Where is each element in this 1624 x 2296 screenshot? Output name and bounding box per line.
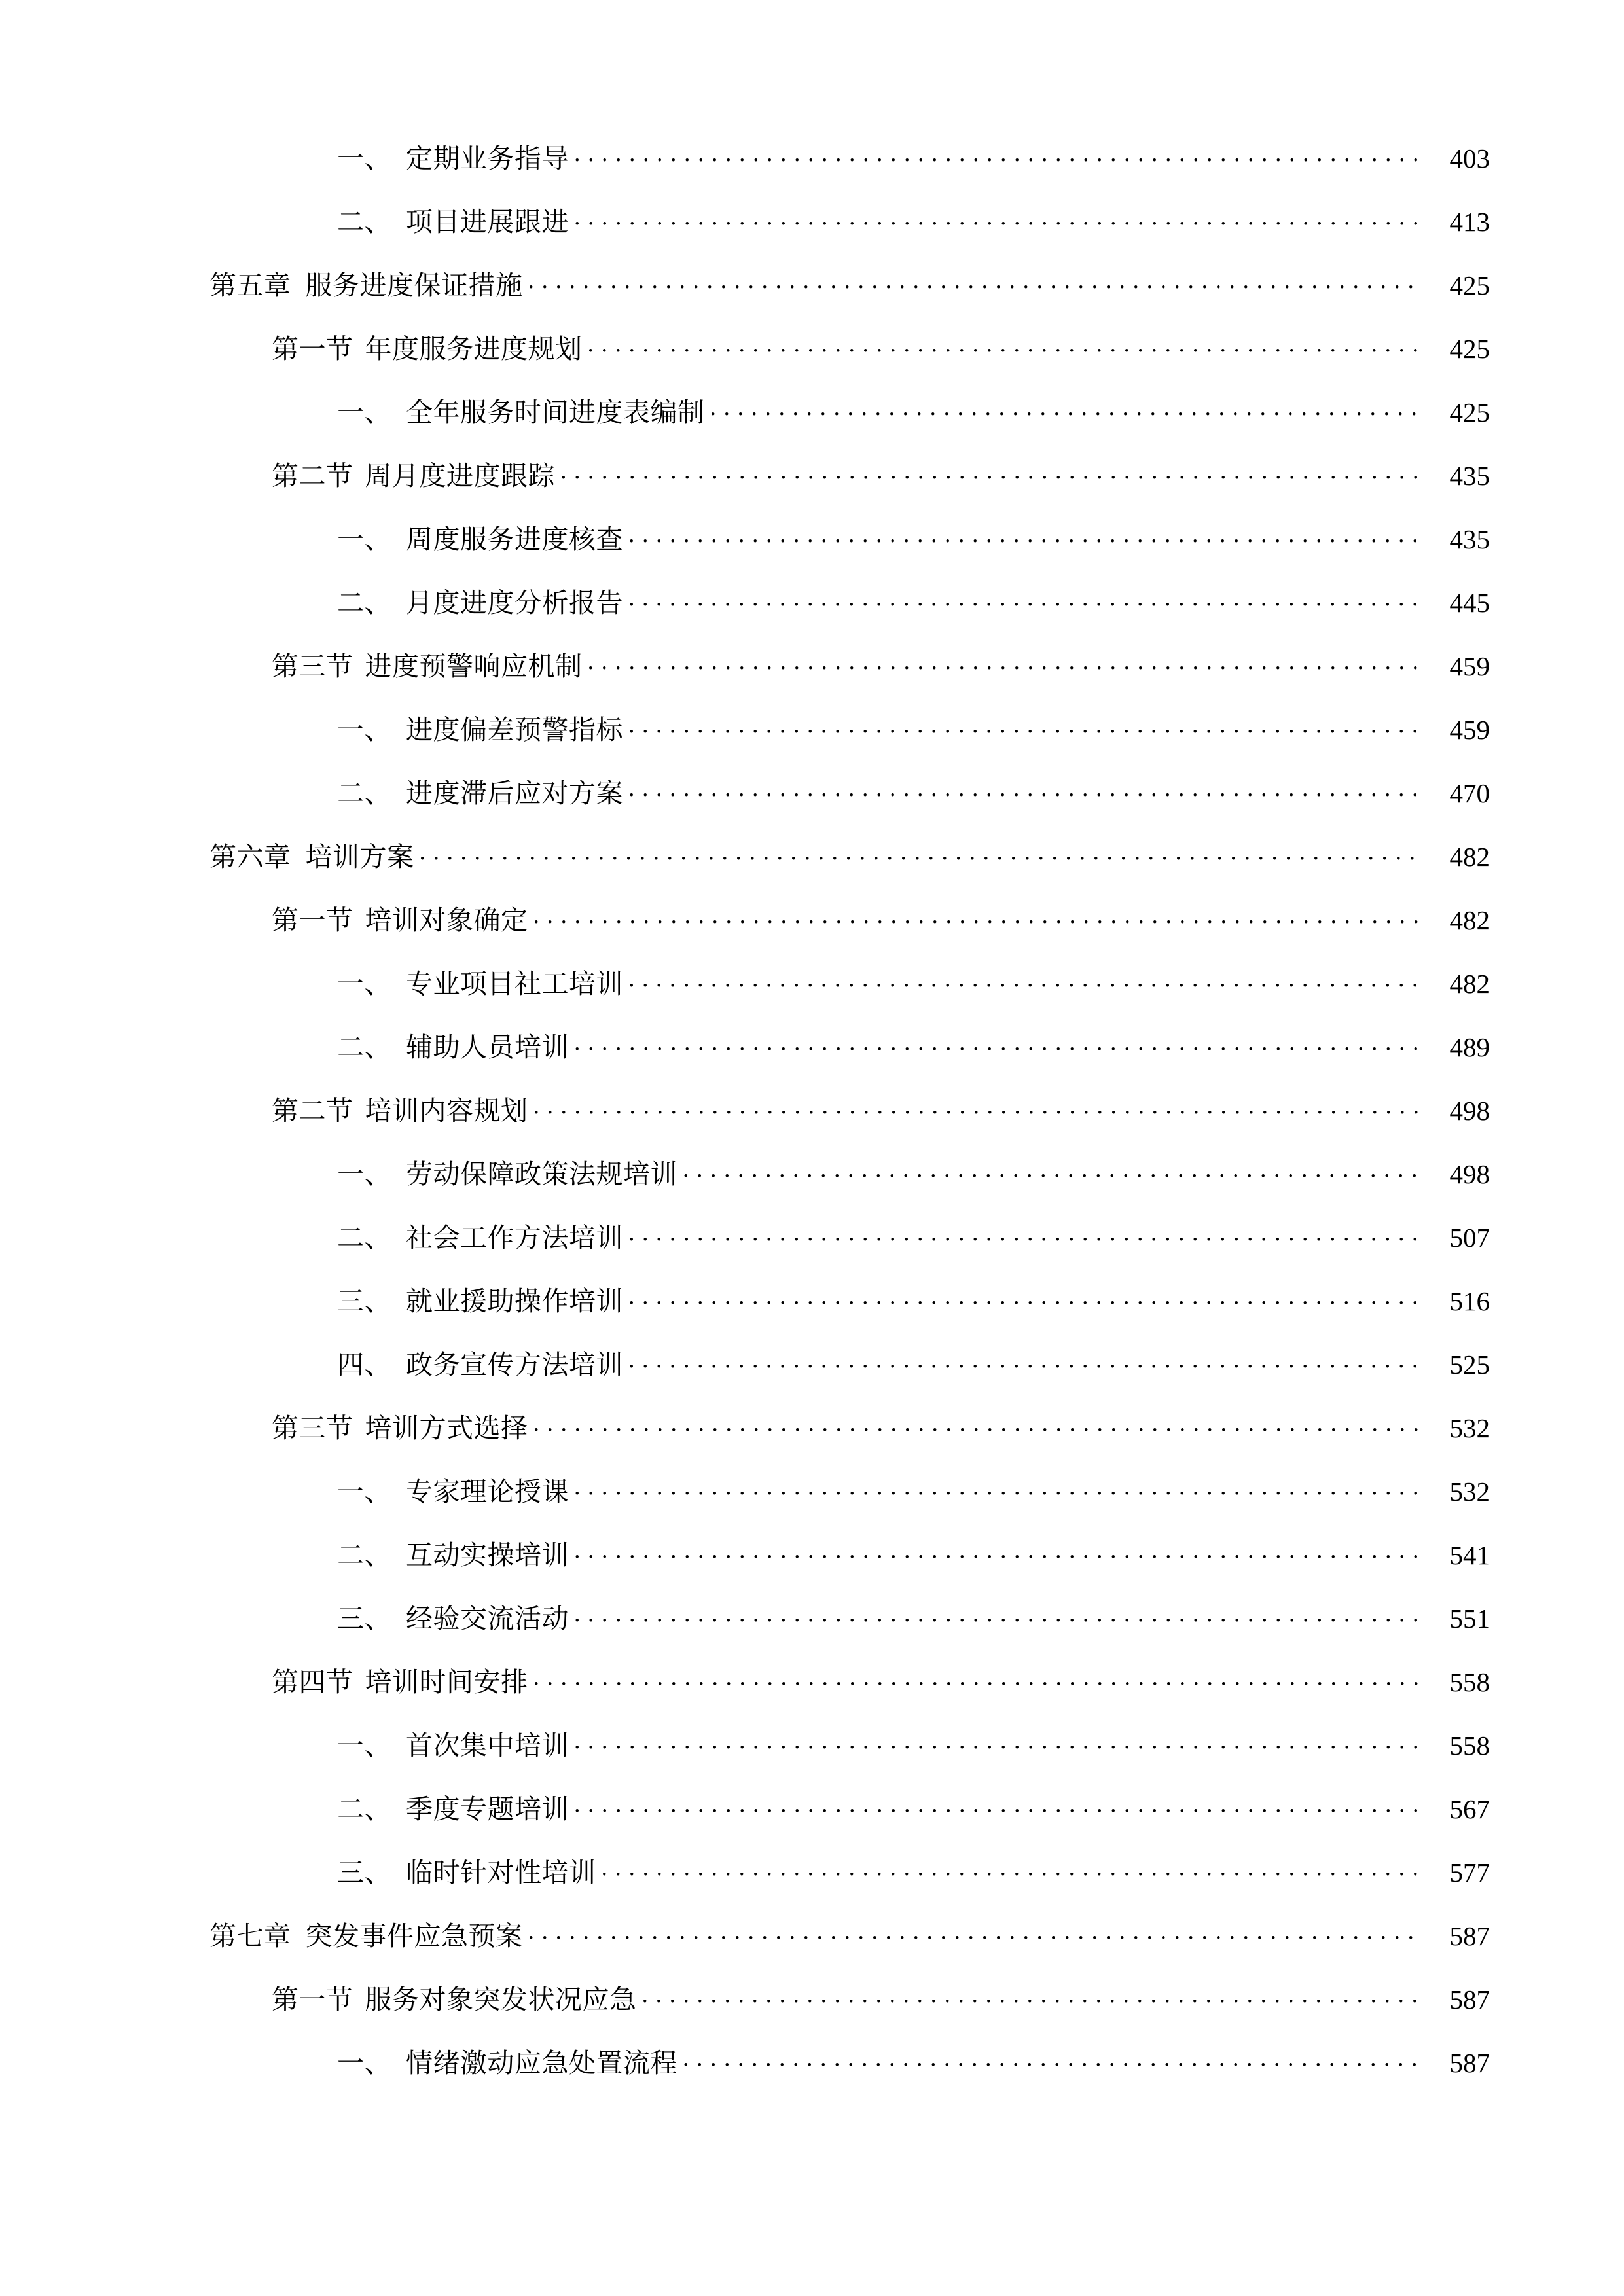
toc-entry-number: 二、 — [337, 588, 391, 618]
toc-entry[interactable] — [209, 268, 1490, 299]
toc-page-number: 532 — [1449, 1413, 1490, 1443]
toc-entry-number: 三、 — [337, 1286, 391, 1316]
toc-entry-number: 一、 — [337, 715, 391, 745]
toc-entry-number: 二、 — [337, 1032, 391, 1062]
toc-entry-title: 专家理论授课 — [406, 1477, 569, 1507]
toc-entry[interactable] — [337, 1791, 1490, 1823]
toc-entry[interactable] — [272, 903, 1490, 934]
toc-entry-number: 第三节 — [272, 651, 353, 681]
toc-entry-label — [337, 1288, 623, 1315]
toc-entry[interactable] — [337, 1537, 1490, 1569]
toc-entry-title: 突发事件应急预案 — [305, 1921, 523, 1951]
toc-entry-label — [337, 209, 569, 236]
toc-entry-number: 第四节 — [272, 1667, 353, 1697]
toc-entry-title: 培训对象确定 — [365, 905, 528, 935]
toc-page-number: 498 — [1449, 1159, 1490, 1189]
toc-entry-number: 第六章 — [209, 842, 291, 872]
toc-entry[interactable] — [337, 1220, 1490, 1251]
toc-leader-dots — [628, 712, 1423, 739]
toc-page-number: 470 — [1449, 778, 1490, 808]
toc-leader-dots — [628, 585, 1423, 612]
toc-leader-dots — [628, 776, 1423, 802]
toc-entry-label — [337, 717, 623, 744]
toc-entry-title: 政务宣传方法培训 — [406, 1350, 623, 1380]
toc-entry-label — [337, 1161, 677, 1188]
toc-entry-number: 第二节 — [272, 461, 353, 491]
toc-entry-title: 进度滞后应对方案 — [406, 778, 623, 808]
toc-entry-number: 一、 — [337, 2048, 391, 2078]
toc-entry-number: 第五章 — [209, 270, 291, 300]
toc-entry-title: 进度偏差预警指标 — [406, 715, 623, 745]
toc-entry-number: 三、 — [337, 1604, 391, 1634]
toc-entry-label — [337, 1859, 596, 1886]
toc-entry-label — [337, 526, 623, 553]
toc-page-number: 482 — [1449, 969, 1490, 999]
toc-page-number: 403 — [1449, 143, 1490, 173]
toc-entry-label — [337, 1605, 569, 1632]
toc-leader-dots — [683, 2045, 1423, 2072]
toc-entry[interactable] — [337, 585, 1490, 617]
toc-entry-label — [337, 1352, 623, 1378]
table-of-contents — [209, 141, 1490, 2077]
toc-page-number: 525 — [1449, 1350, 1490, 1380]
toc-leader-dots — [628, 1220, 1423, 1247]
toc-entry-label — [272, 1986, 637, 2013]
toc-entry-number: 二、 — [337, 778, 391, 808]
toc-leader-dots — [574, 1791, 1423, 1818]
toc-leader-dots — [528, 1918, 1424, 1945]
toc-entry-label — [337, 399, 705, 426]
toc-entry[interactable] — [337, 522, 1490, 553]
toc-page-number: 587 — [1449, 1984, 1490, 2015]
toc-entry[interactable] — [337, 1283, 1490, 1315]
toc-entry-number: 第一节 — [272, 1984, 353, 2015]
toc-leader-dots — [588, 331, 1424, 358]
toc-entry-number: 第一节 — [272, 905, 353, 935]
toc-entry-number: 第二节 — [272, 1096, 353, 1126]
toc-entry[interactable] — [272, 649, 1490, 680]
toc-leader-dots — [420, 839, 1424, 866]
toc-entry[interactable] — [337, 204, 1490, 236]
toc-entry-label — [272, 336, 583, 363]
toc-leader-dots — [574, 204, 1423, 231]
toc-page-number: 541 — [1449, 1540, 1490, 1570]
toc-entry-label — [337, 1796, 569, 1823]
toc-entry-title: 专业项目社工培训 — [406, 969, 623, 999]
toc-entry-number: 一、 — [337, 969, 391, 999]
toc-leader-dots — [533, 1410, 1424, 1437]
toc-leader-dots — [528, 268, 1424, 295]
toc-entry-title: 培训时间安排 — [365, 1667, 528, 1697]
toc-entry-label — [337, 145, 569, 172]
toc-entry-number: 一、 — [337, 524, 391, 554]
toc-entry-title: 服务对象突发状况应急 — [365, 1984, 637, 2015]
toc-entry-number: 二、 — [337, 207, 391, 237]
toc-page-number: 435 — [1449, 524, 1490, 554]
toc-leader-dots — [574, 1537, 1423, 1564]
toc-leader-dots — [683, 1157, 1423, 1183]
toc-entry-label — [209, 844, 414, 870]
toc-leader-dots — [710, 395, 1424, 422]
toc-entry-title: 服务进度保证措施 — [305, 270, 523, 300]
toc-entry-label — [272, 1415, 528, 1442]
toc-entry[interactable] — [272, 1664, 1490, 1696]
toc-page-number: 558 — [1449, 1731, 1490, 1761]
toc-leader-dots — [642, 1982, 1424, 2009]
toc-leader-dots — [588, 649, 1424, 675]
toc-entry[interactable] — [272, 458, 1490, 490]
toc-entry[interactable] — [337, 141, 1490, 172]
toc-page-number: 507 — [1449, 1223, 1490, 1253]
toc-entry-label — [209, 1923, 523, 1950]
toc-entry-number: 一、 — [337, 1159, 391, 1189]
toc-page-number: 551 — [1449, 1604, 1490, 1634]
toc-entry[interactable] — [272, 1093, 1490, 1124]
toc-entry[interactable] — [272, 1982, 1490, 2013]
toc-entry[interactable] — [337, 1157, 1490, 1188]
toc-entry-number: 一、 — [337, 397, 391, 427]
toc-leader-dots — [628, 1347, 1423, 1374]
toc-page-number: 425 — [1449, 397, 1490, 427]
toc-page-number: 587 — [1449, 2048, 1490, 2078]
toc-page-number: 567 — [1449, 1794, 1490, 1824]
toc-leader-dots — [602, 1855, 1424, 1882]
toc-entry-number: 一、 — [337, 1731, 391, 1761]
toc-entry-title: 社会工作方法培训 — [406, 1223, 623, 1253]
toc-entry[interactable] — [209, 839, 1490, 870]
toc-entry-number: 四、 — [337, 1350, 391, 1380]
toc-entry-label — [337, 971, 623, 997]
toc-leader-dots — [533, 903, 1424, 929]
toc-entry-title: 月度进度分析报告 — [406, 588, 623, 618]
toc-entry[interactable] — [272, 1410, 1490, 1442]
toc-entry-title: 经验交流活动 — [406, 1604, 569, 1634]
toc-page-number: 516 — [1449, 1286, 1490, 1316]
toc-entry-label — [272, 1669, 528, 1696]
toc-page-number: 532 — [1449, 1477, 1490, 1507]
toc-entry[interactable] — [209, 1918, 1490, 1950]
toc-entry-label — [337, 1732, 569, 1759]
toc-page-number: 445 — [1449, 588, 1490, 618]
toc-entry-label — [337, 1542, 569, 1569]
toc-entry[interactable] — [337, 1030, 1490, 1061]
toc-entry-title: 情绪激动应急处置流程 — [406, 2048, 677, 2078]
toc-entry-title: 周月度进度跟踪 — [365, 461, 555, 491]
toc-entry-label — [337, 1479, 569, 1505]
toc-entry[interactable] — [337, 1728, 1490, 1759]
toc-leader-dots — [628, 1283, 1423, 1310]
toc-entry[interactable] — [337, 1601, 1490, 1632]
toc-entry-title: 项目进展跟进 — [406, 207, 569, 237]
toc-entry[interactable] — [337, 1855, 1490, 1886]
toc-entry-number: 一、 — [337, 143, 391, 173]
toc-page-number: 425 — [1449, 270, 1490, 300]
toc-entry[interactable] — [272, 331, 1490, 363]
toc-entry[interactable] — [337, 1474, 1490, 1505]
toc-page-number: 459 — [1449, 715, 1490, 745]
toc-entry-title: 周度服务进度核查 — [406, 524, 623, 554]
toc-entry-number: 一、 — [337, 1477, 391, 1507]
toc-entry-label — [337, 1034, 569, 1061]
toc-entry-title: 定期业务指导 — [406, 143, 569, 173]
toc-leader-dots — [574, 141, 1423, 168]
toc-entry-title: 劳动保障政策法规培训 — [406, 1159, 677, 1189]
toc-entry-title: 进度预警响应机制 — [365, 651, 583, 681]
toc-leader-dots — [533, 1664, 1424, 1691]
toc-entry-label — [272, 907, 528, 934]
toc-entry-title: 培训方式选择 — [365, 1413, 528, 1443]
toc-entry[interactable] — [337, 1347, 1490, 1378]
toc-entry-title: 临时针对性培训 — [406, 1857, 596, 1888]
toc-entry[interactable] — [337, 966, 1490, 997]
toc-page-number: 459 — [1449, 651, 1490, 681]
toc-leader-dots — [628, 966, 1423, 993]
toc-page-number: 577 — [1449, 1857, 1490, 1888]
toc-page-number: 498 — [1449, 1096, 1490, 1126]
toc-page-number: 587 — [1449, 1921, 1490, 1951]
toc-entry-title: 年度服务进度规划 — [365, 334, 583, 364]
toc-entry[interactable] — [337, 2045, 1490, 2077]
toc-leader-dots — [533, 1093, 1424, 1120]
toc-entry-title: 培训方案 — [305, 842, 414, 872]
toc-entry-title: 互动实操培训 — [406, 1540, 569, 1570]
toc-entry-label — [272, 463, 555, 490]
toc-leader-dots — [574, 1030, 1423, 1056]
toc-entry[interactable] — [337, 395, 1490, 426]
toc-leader-dots — [574, 1601, 1423, 1628]
toc-entry-label — [337, 590, 623, 617]
toc-entry-title: 全年服务时间进度表编制 — [406, 397, 705, 427]
toc-entry-number: 第三节 — [272, 1413, 353, 1443]
toc-page-number: 482 — [1449, 905, 1490, 935]
toc-entry-title: 培训内容规划 — [365, 1096, 528, 1126]
toc-entry-number: 二、 — [337, 1540, 391, 1570]
toc-page-number: 425 — [1449, 334, 1490, 364]
toc-entry-number: 第一节 — [272, 334, 353, 364]
toc-page-number: 482 — [1449, 842, 1490, 872]
toc-page-number: 489 — [1449, 1032, 1490, 1062]
toc-entry-title: 首次集中培训 — [406, 1731, 569, 1761]
toc-entry-number: 二、 — [337, 1794, 391, 1824]
toc-entry-number: 三、 — [337, 1857, 391, 1888]
toc-entry-label — [272, 1098, 528, 1124]
toc-page-number: 413 — [1449, 207, 1490, 237]
toc-entry-label — [337, 780, 623, 807]
toc-entry-title: 辅助人员培训 — [406, 1032, 569, 1062]
toc-entry-title: 季度专题培训 — [406, 1794, 569, 1824]
toc-entry-label — [337, 1225, 623, 1251]
toc-entry[interactable] — [337, 712, 1490, 744]
toc-entry-label — [272, 653, 583, 680]
toc-entry[interactable] — [337, 776, 1490, 807]
toc-entry-title: 就业援助操作培训 — [406, 1286, 623, 1316]
toc-leader-dots — [560, 458, 1423, 485]
toc-entry-number: 第七章 — [209, 1921, 291, 1951]
toc-page-number: 435 — [1449, 461, 1490, 491]
toc-entry-label — [209, 272, 523, 299]
toc-leader-dots — [574, 1728, 1423, 1755]
toc-entry-number: 二、 — [337, 1223, 391, 1253]
toc-leader-dots — [574, 1474, 1423, 1501]
toc-leader-dots — [628, 522, 1423, 548]
toc-page-number: 558 — [1449, 1667, 1490, 1697]
toc-entry-label — [337, 2050, 677, 2077]
